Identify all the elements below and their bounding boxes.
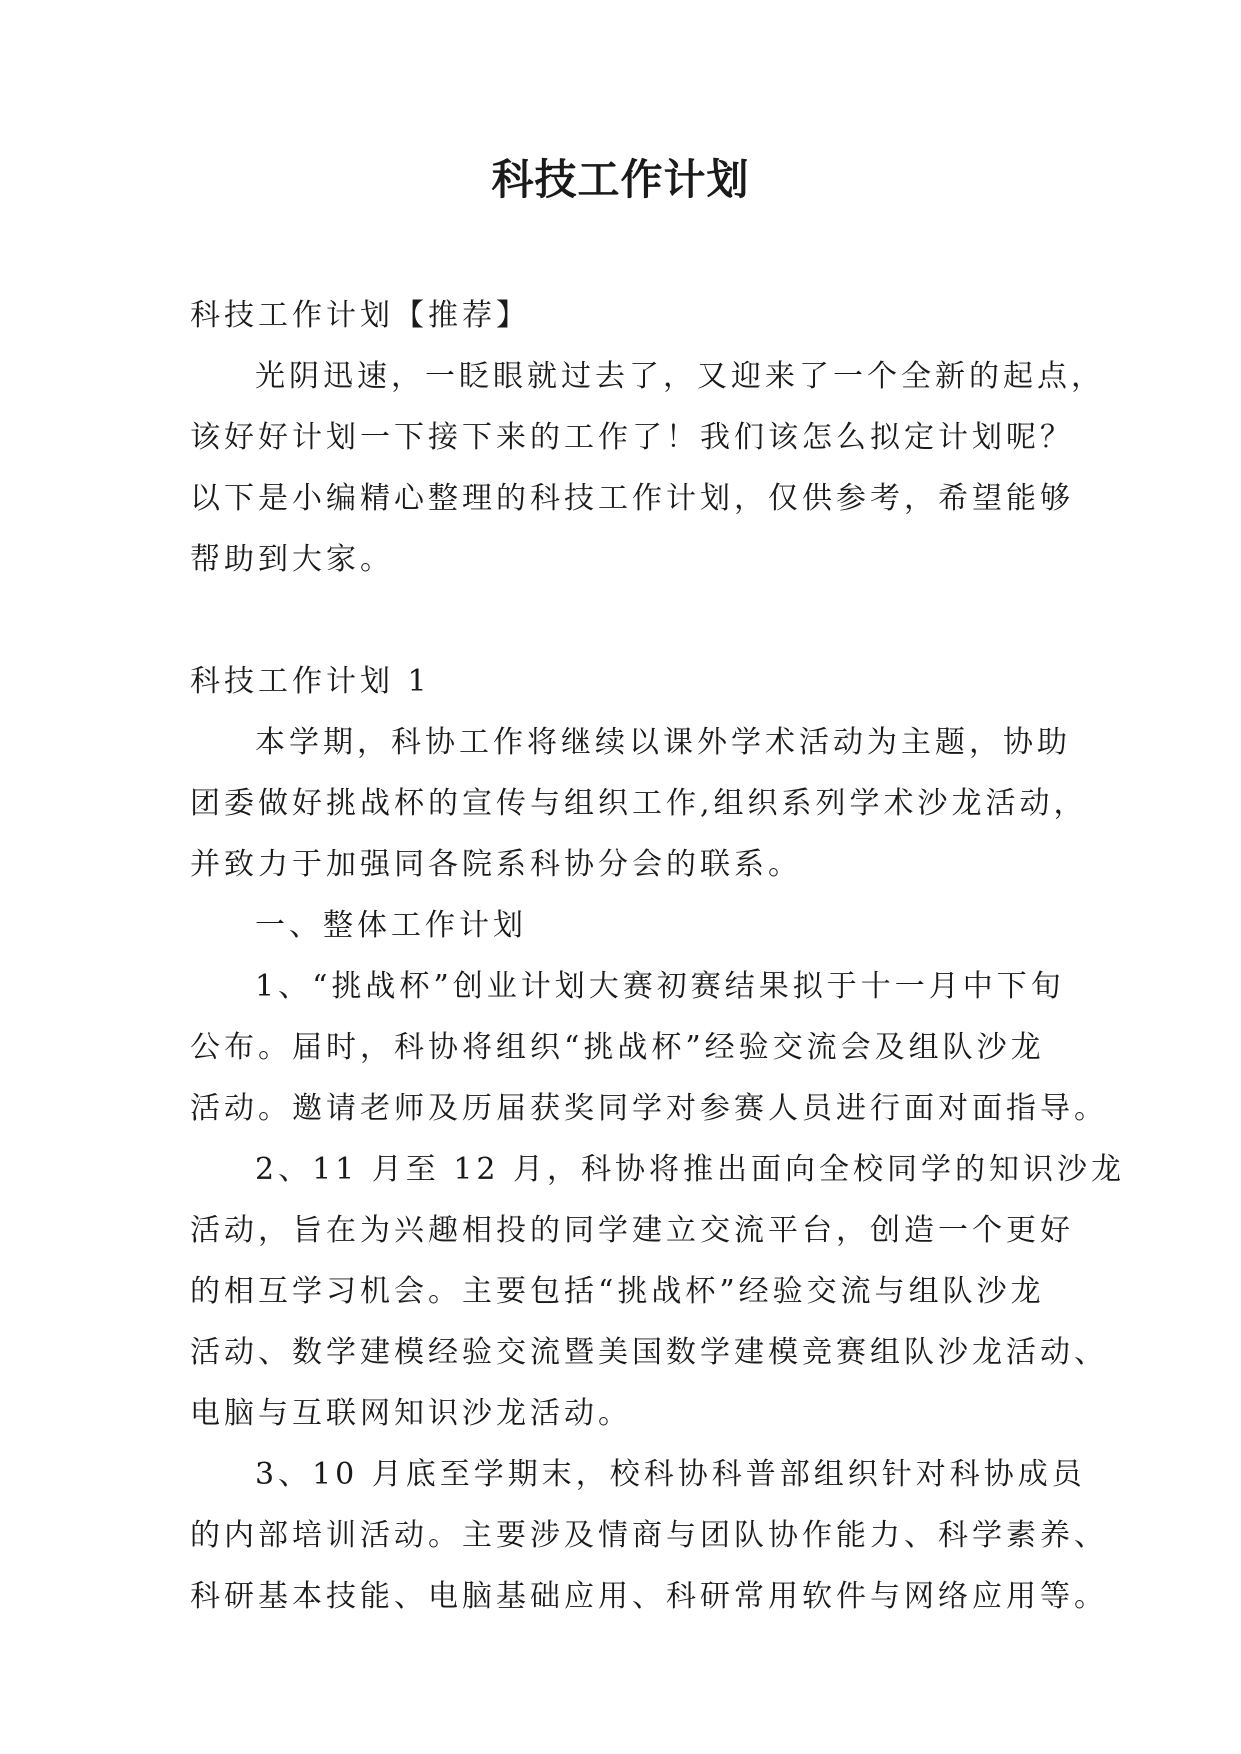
section-intro-line: 并致力于加强同各院系科协分会的联系。 [190,847,802,882]
item3-line: 3、10 月底至学期末，校科协科普部组织针对科协成员 [255,1457,1086,1492]
section-heading: 科技工作计划 1 [190,664,431,699]
item2-line: 2、11 月至 12 月，科协将推出面向全校同学的知识沙龙 [255,1152,1126,1187]
item3-line: 科研基本技能、电脑基础应用、科研常用软件与网络应用等。 [190,1579,1108,1614]
section-intro-line: 团委做好挑战杯的宣传与组织工作,组织系列学术沙龙活动， [190,786,1088,821]
item1-line: 活动。邀请老师及历届获奖同学对参赛人员进行面对面指导。 [190,1091,1108,1126]
part-heading: 一、整体工作计划 [255,908,527,943]
document-title: 科技工作计划 [491,155,750,204]
intro-line: 以下是小编精心整理的科技工作计划，仅供参考，希望能够 [190,481,1074,516]
document-body [190,285,1126,1627]
item1-line: 公布。届时，科协将组织“挑战杯”经验交流会及组队沙龙 [190,1030,1045,1065]
item2-line: 的相互学习机会。主要包括“挑战杯”经验交流与组队沙龙 [190,1274,1045,1309]
intro-line: 帮助到大家。 [190,542,394,577]
item2-line: 电脑与互联网知识沙龙活动。 [190,1396,632,1431]
item3-line: 的内部培训活动。主要涉及情商与团队协作能力、科学素养、 [190,1518,1108,1553]
item1-line: 1、“挑战杯”创业计划大赛初赛结果拟于十一月中下旬 [255,969,1065,1004]
item2-line: 活动，旨在为兴趣相投的同学建立交流平台，创造一个更好 [190,1213,1074,1248]
subtitle: 科技工作计划【推荐】 [190,298,530,333]
section-intro-line: 本学期，科协工作将继续以课外学术活动为主题，协助 [255,725,1071,760]
intro-line: 该好好计划一下接下来的工作了！我们该怎么拟定计划呢？ [190,420,1074,455]
intro-line: 光阴迅速，一眨眼就过去了，又迎来了一个全新的起点， [255,359,1105,394]
item2-line: 活动、数学建模经验交流暨美国数学建模竞赛组队沙龙活动、 [190,1335,1108,1370]
paragraph-spacer [190,590,1060,651]
